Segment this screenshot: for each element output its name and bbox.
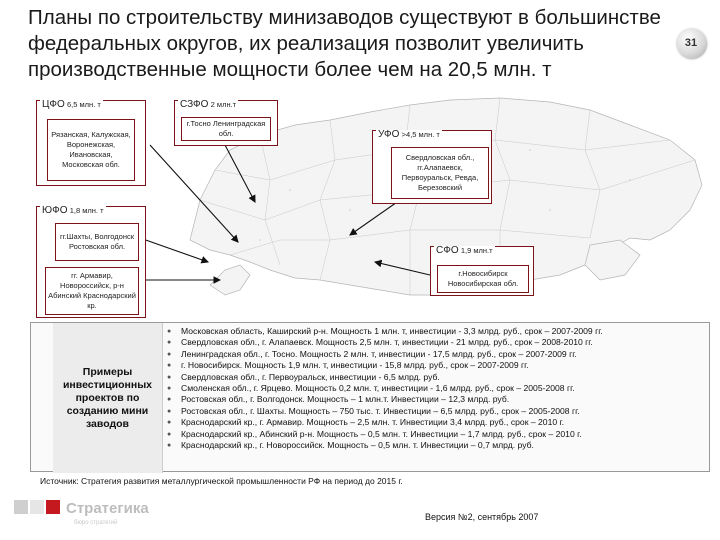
list-item: ● Свердловская обл., г. Первоуральск, инвестиции - 6,5 млрд. руб. (167, 372, 707, 383)
list-item: ● Ленинградская обл., г. Тосно. Мощность 2 млн. т, инвестиции - 17,5 млрд. руб., срок – 2007-2009 гг. (167, 349, 707, 360)
region-header-yufo (40, 206, 106, 216)
list-item: ● Московская область, Каширский р-н. Мощность 1 млн. т, инвестиции - 3,3 млрд. руб., срок – 2007-2009 гг. (167, 326, 707, 337)
list-item: ● Ростовская обл., г. Шахты. Мощность – 750 тыс. т. Инвестиции – 6,5 млрд. руб., срок – 2005-2008 гг. (167, 406, 707, 417)
region-code-ufo: УФО (378, 129, 400, 140)
region-box-szfo (174, 100, 278, 146)
region-detail-yufo-1: гг.Шахты, Волгодонск Ростовская обл. (55, 223, 139, 261)
logo-mark (14, 500, 60, 514)
list-item: ● г. Новосибирск. Мощность 1,9 млн. т, инвестиции - 15,8 млрд. руб., срок – 2007-2009 гг. (167, 360, 707, 371)
region-box-sfo (430, 246, 534, 296)
examples-heading: Примеры инвестиционных проектов по созданию мини заводов (53, 323, 163, 473)
region-box-ufo (372, 130, 492, 204)
logo-tagline: бюро стратегий (74, 520, 118, 526)
region-detail-sfo: г.Новосибирск Новосибирская обл. (437, 265, 529, 293)
region-capacity-ufo: >4,5 млн. т (401, 130, 440, 139)
region-detail-cfo: Рязанская, Калужская, Воронежская, Ивановская, Московская обл. (47, 119, 135, 181)
logo-wordmark: Стратегика (66, 500, 149, 517)
region-header-sfo (434, 246, 495, 256)
region-box-cfo (36, 100, 146, 186)
region-detail-yufo-2: гг. Армавир, Новороссийск, р-н Абинский Краснодарский кр. (45, 267, 139, 315)
region-code-sfo: СФО (436, 245, 459, 256)
region-code-szfo: СЗФО (180, 99, 209, 110)
region-header-szfo (178, 100, 238, 110)
version-label: Версия №2, сентябрь 2007 (425, 512, 539, 522)
region-capacity-cfo: 6,5 млн. т (67, 100, 101, 109)
source-note: Источник: Стратегия развития металлургической промышленности РФ на период до 2015 г. (40, 476, 403, 486)
region-box-yufo (36, 206, 146, 318)
list-item: ● Смоленская обл., г. Ярцево. Мощность 0,2 млн. т, инвестиции - 1,6 млрд. руб., срок – 2005-2008 гг. (167, 383, 707, 394)
list-item: ● Краснодарский кр., г. Новороссийск. Мощность – 0,5 млн. т. Инвестиции – 0,7 млрд. руб. (167, 440, 707, 451)
region-capacity-sfo: 1,9 млн.т (460, 246, 493, 255)
region-capacity-szfo: 2 млн.т (210, 100, 237, 109)
slide-title: Планы по строительству минизаводов существуют в большинстве федеральных округов, их реализация позволит увеличить производственные мощности более чем на 20,5 млн. т (28, 6, 661, 81)
region-detail-ufo: Свердловская обл., гг.Алапаевск, Первоуральск, Ревда, Березовский (391, 147, 489, 199)
list-item: ● Краснодарский кр., г. Армавир. Мощность – 2,5 млн. т. Инвестиции 3,4 млрд. руб., срок – 2010 г. (167, 417, 707, 428)
strategika-logo (10, 492, 180, 532)
region-header-cfo (40, 100, 103, 110)
list-item: ● Краснодарский кр., Абинский р-н. Мощность – 0,5 млн. т. Инвестиции – 1,7 млрд. руб., срок – 2010 г. (167, 429, 707, 440)
page-number-badge: 31 (676, 28, 706, 58)
region-code-cfo: ЦФО (42, 99, 65, 110)
region-header-ufo (376, 130, 442, 140)
examples-list (167, 326, 707, 451)
list-item: ● Ростовская обл., г. Волгодонск. Мощность – 1 млн.т. Инвестиции – 12,3 млрд. руб. (167, 394, 707, 405)
list-item: ● Свердловская обл., г. Алапаевск. Мощность 2,5 млн. т, инвестиции - 21 млрд. руб., срок – 2008-2010 гг. (167, 337, 707, 348)
region-detail-szfo: г.Тосно Ленинградская обл. (181, 117, 271, 141)
region-capacity-yufo: 1,8 млн. т (69, 206, 104, 215)
region-code-yufo: ЮФО (42, 205, 68, 216)
examples-panel (30, 322, 710, 472)
